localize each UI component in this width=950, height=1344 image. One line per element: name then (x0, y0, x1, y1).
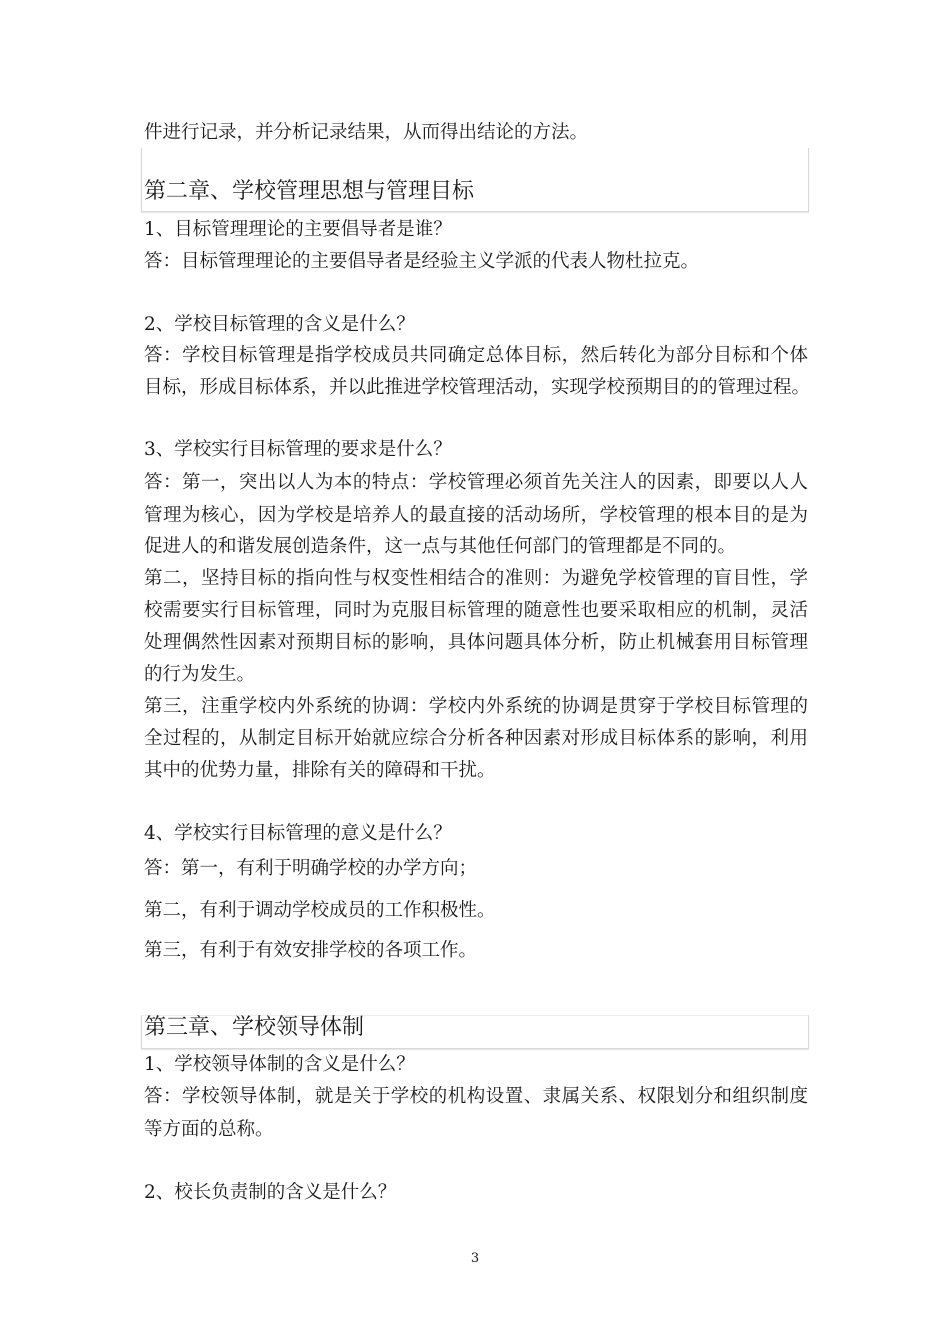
answer-line: 答：学校领导体制，就是关于学校的机构设置、隶属关系、权限划分和组织制度 (144, 1086, 808, 1107)
answer-line: 答：第一，突出以人为本的特点：学校管理必须首先关注人的因素，即要以人人 (144, 472, 808, 493)
answer-line: 第二，坚持目标的指向性与权变性相结合的准则：为避免学校管理的盲目性，学 (144, 568, 808, 589)
question: 4、学校实行目标管理的意义是什么？ (144, 823, 452, 844)
answer-line: 答：目标管理理论的主要倡导者是经验主义学派的代表人物杜拉克。 (144, 251, 700, 272)
chapter-3-title: 第三章、学校领导体制 (144, 1015, 365, 1040)
answer-line: 答：学校目标管理是指学校成员共同确定总体目标，然后转化为部分目标和个体 (144, 345, 808, 366)
answer-line: 目标，形成目标体系，并以此推进学校管理活动，实现学校预期目的的管理过程。 (144, 377, 811, 398)
answer-line: 第三，有利于有效安排学校的各项工作。 (144, 940, 478, 961)
question: 1、目标管理理论的主要倡导者是谁？ (144, 219, 452, 240)
continuation-text: 件进行记录，并分析记录结果，从而得出结论的方法。 (144, 122, 589, 143)
answer-line: 促进人的和谐发展创造条件，这一点与其他任何部门的管理都是不同的。 (144, 536, 737, 557)
answer-line: 其中的优势力量，排除有关的障碍和干扰。 (144, 760, 496, 781)
question: 2、学校目标管理的含义是什么？ (144, 314, 415, 335)
answer-line: 管理为核心，因为学校是培养人的最直接的活动场所，学校管理的根本目的是为 (144, 505, 808, 526)
answer-line: 答：第一，有利于明确学校的办学方向； (144, 858, 478, 879)
answer-line: 第三，注重学校内外系统的协调：学校内外系统的协调是贯穿于学校目标管理的 (144, 696, 808, 717)
question: 2、校长负责制的含义是什么？ (144, 1182, 397, 1203)
question: 1、学校领导体制的含义是什么？ (144, 1054, 415, 1075)
answer-line: 第二，有利于调动学校成员的工作积极性。 (144, 900, 496, 921)
answer-line: 处理偶然性因素对预期目标的影响，具体问题具体分析，防止机械套用目标管理 (144, 632, 808, 653)
answer-line: 全过程的，从制定目标开始就应综合分析各种因素对形成目标体系的影响，利用 (144, 728, 808, 749)
answer-line: 的行为发生。 (144, 664, 256, 685)
answer-line: 等方面的总称。 (144, 1119, 274, 1140)
chapter-2-title: 第二章、学校管理思想与管理目标 (144, 179, 475, 204)
page-number: 3 (470, 1251, 480, 1266)
question: 3、学校实行目标管理的要求是什么？ (144, 439, 452, 460)
answer-line: 校需要实行目标管理，同时为克服目标管理的随意性也要采取相应的机制，灵活 (144, 600, 808, 621)
